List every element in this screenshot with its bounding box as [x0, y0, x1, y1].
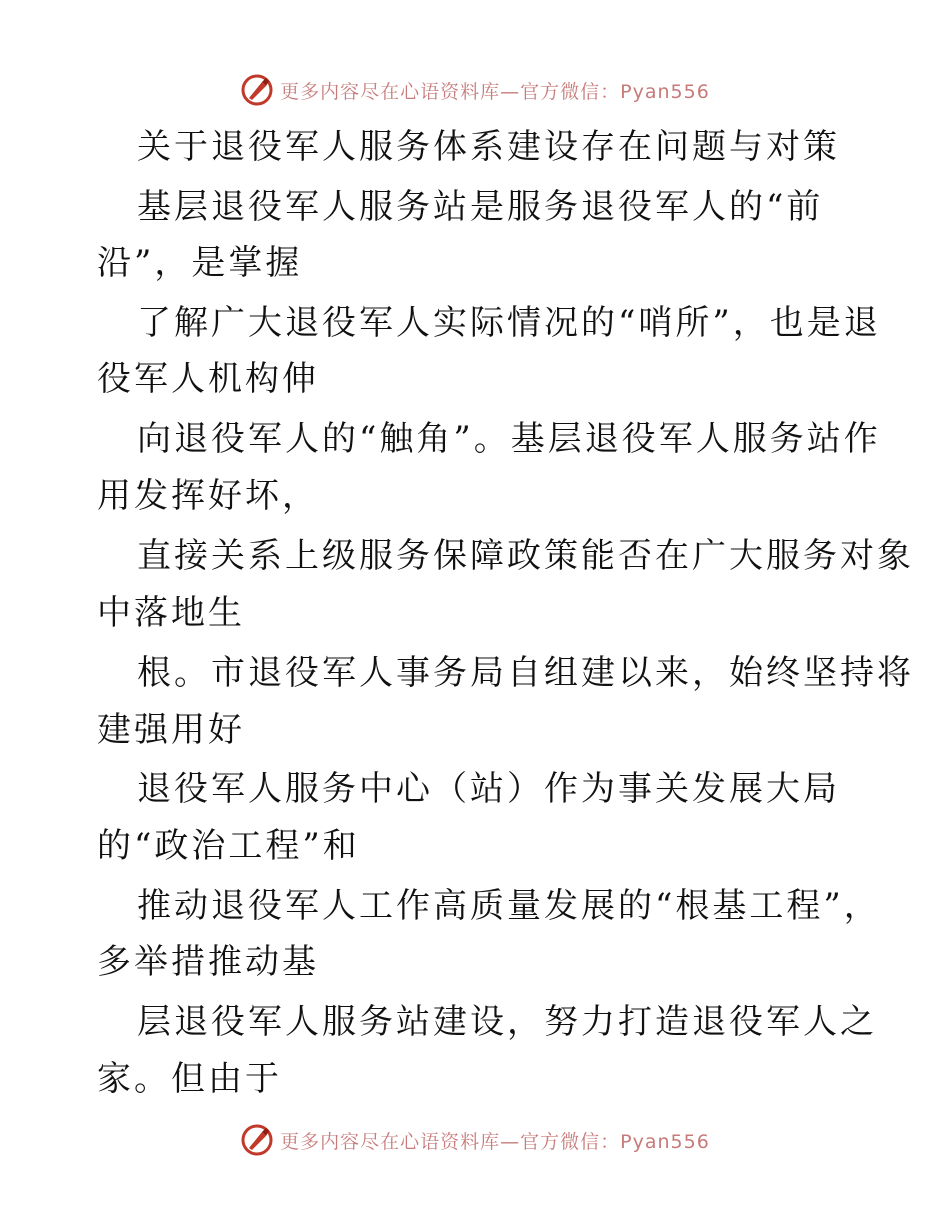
paragraph-line: 用发挥好坏， [97, 476, 319, 516]
paragraph-line: 家。但由于 [97, 1059, 282, 1099]
watermark-text: 更多内容尽在心语资料库—官方微信：Pyan556 [280, 1130, 710, 1153]
paragraph-line: 多举措推动基 [97, 942, 319, 982]
document-title: 关于退役军人服务体系建设存在问题与对策 [137, 127, 840, 167]
footer-watermark [0, 1120, 950, 1160]
paragraph-line: 向退役军人的“触角”。基层退役军人服务站作 [137, 419, 881, 459]
pen-nib-logo-icon [240, 1123, 274, 1157]
paragraph-line: 推动退役军人工作高质量发展的“根基工程”， [137, 886, 881, 926]
paragraph-line: 了解广大退役军人实际情况的“哨所”，也是退 [137, 303, 881, 343]
paragraph-line: 退役军人服务中心（站）作为事关发展大局 [137, 769, 840, 809]
paragraph-line: 直接关系上级服务保障政策能否在广大服务对象 [137, 536, 914, 576]
paragraph-line: 根。市退役军人事务局自组建以来，始终坚持将 [137, 653, 914, 693]
paragraph-line: 沿”，是掌握 [97, 243, 303, 283]
paragraph-line: 建强用好 [97, 710, 245, 750]
watermark-text: 更多内容尽在心语资料库—官方微信：Pyan556 [280, 80, 710, 103]
paragraph-line: 基层退役军人服务站是服务退役军人的“前 [137, 187, 824, 227]
paragraph-line: 的“政治工程”和 [97, 826, 360, 866]
paragraph-line: 层退役军人服务站建设，努力打造退役军人之 [137, 1002, 877, 1042]
paragraph-line: 役军人机构伸 [97, 359, 319, 399]
paragraph-line: 中落地生 [97, 593, 245, 633]
